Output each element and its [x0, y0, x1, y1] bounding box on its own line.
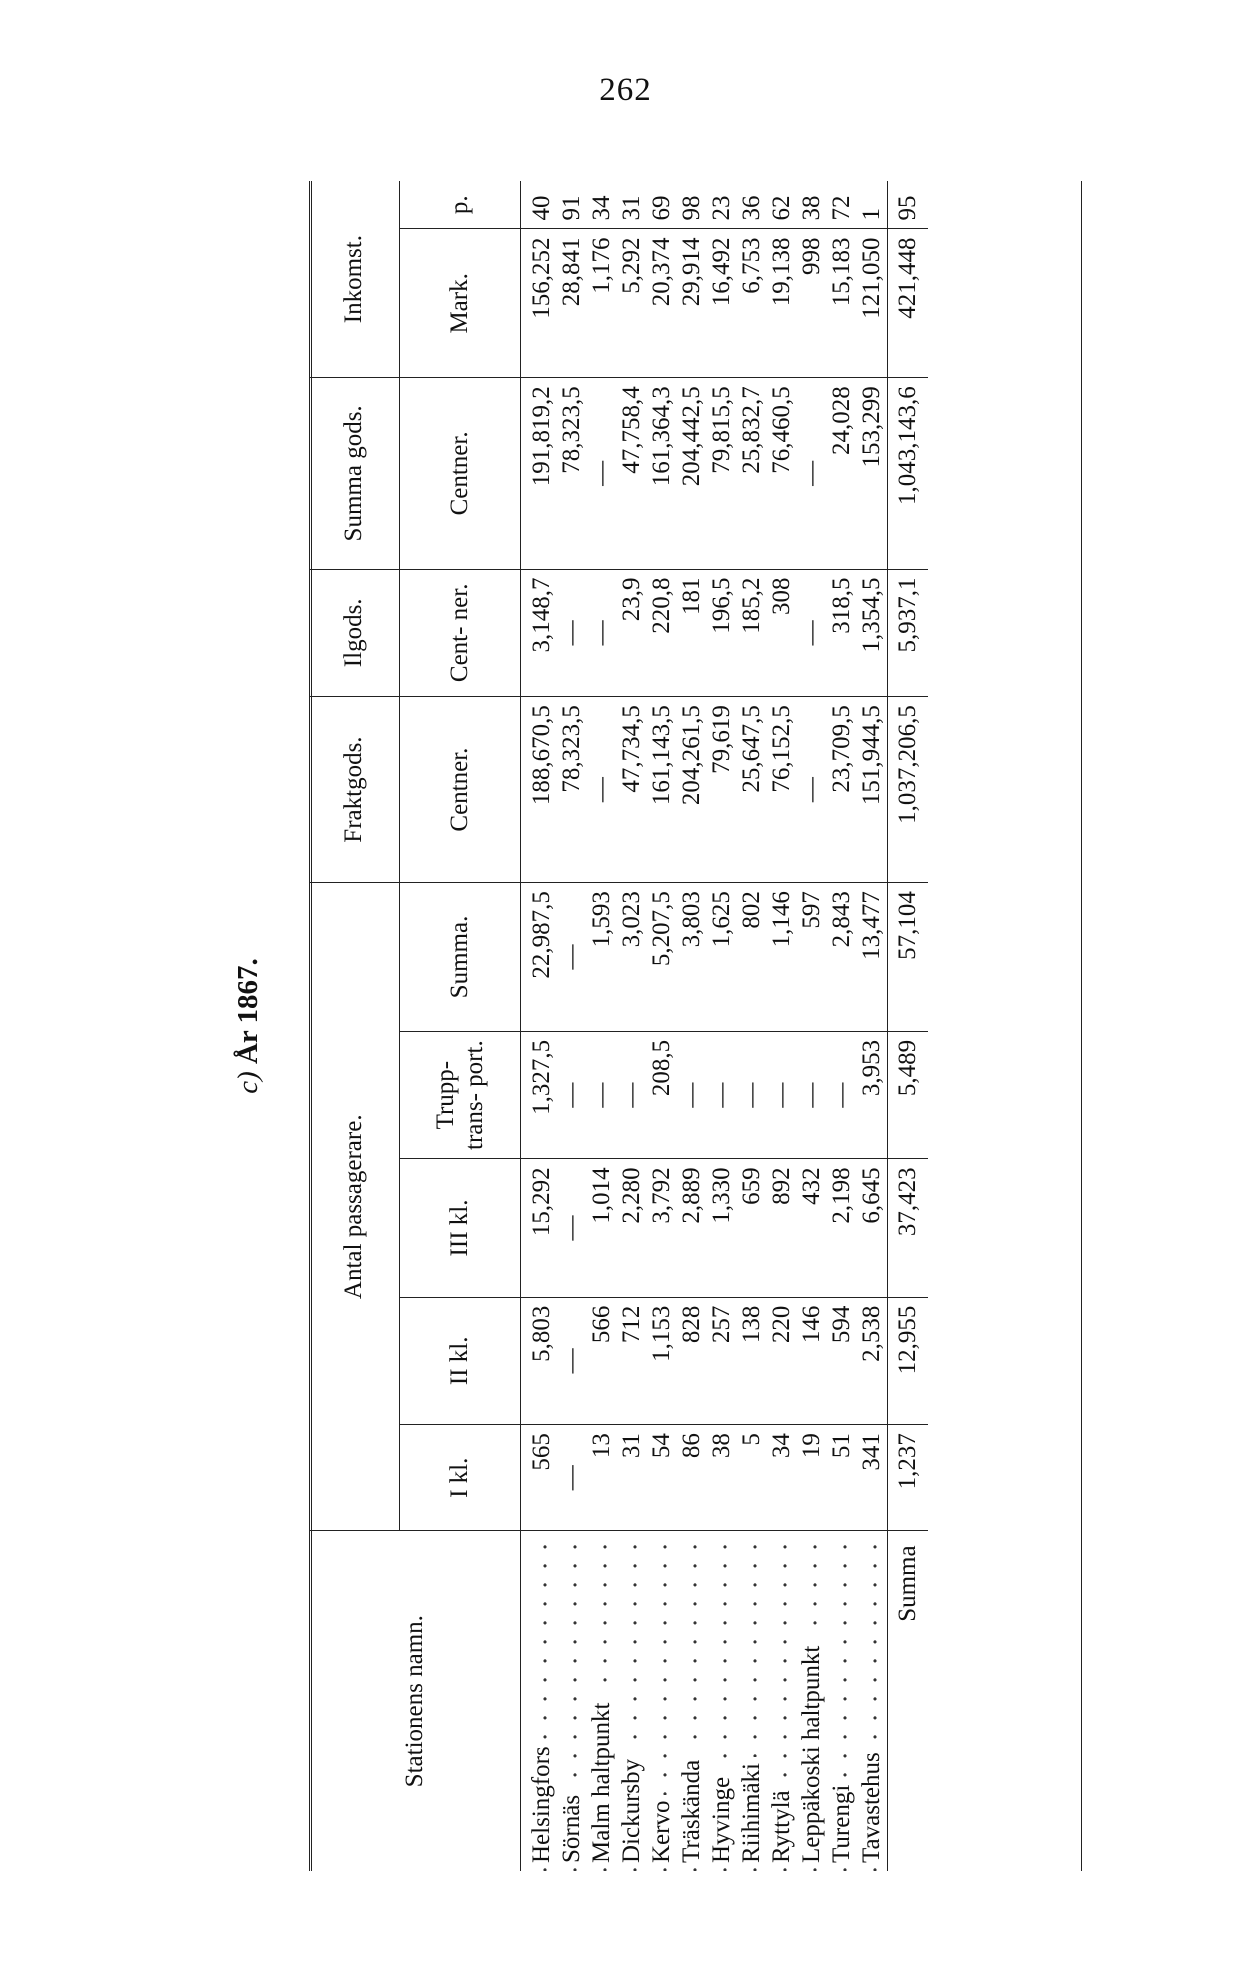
table-row: [827, 181, 857, 1871]
total-label-text: Summa: [894, 1539, 921, 1621]
cell-iii-kl: 37,423: [888, 1159, 929, 1297]
cell-iii-kl: 3,792: [647, 1159, 677, 1297]
table-bottom-rule: [1081, 181, 1082, 1871]
cell-ii-kl: 566: [587, 1297, 617, 1425]
cell-ilgods: 1,354,5: [857, 569, 888, 697]
cell-summa: 802: [737, 883, 767, 1032]
cell-summa: 13,477: [857, 883, 888, 1032]
cell-summa-gods: 204,442,5: [677, 378, 707, 569]
table-caption: [213, 181, 283, 1871]
station-name-text: Träskända: [678, 1754, 705, 1863]
cell-summa: 597: [797, 883, 827, 1032]
table-row: [857, 181, 888, 1871]
table-body: [521, 181, 929, 1871]
cell-ilgods: 196,5: [707, 569, 737, 697]
cell-ii-kl: 2,538: [857, 1297, 888, 1425]
header-mark: Mark.: [400, 229, 521, 378]
header-summa-gods: Summa gods.: [309, 378, 400, 569]
cell-ilgods: 23,9: [617, 569, 647, 697]
cell-iii-kl: 6,645: [857, 1159, 888, 1297]
cell-i-kl: 34: [767, 1425, 797, 1531]
cell-summa-gods: 24,028: [827, 378, 857, 569]
table-row: [707, 181, 737, 1871]
cell-p: 69: [647, 181, 677, 229]
cell-mark: 998: [797, 229, 827, 378]
table-row: [617, 181, 647, 1871]
cell-ilgods: 3,148,7: [521, 569, 558, 697]
cell-i-kl: 1,237: [888, 1425, 929, 1531]
station-name-text: Ryttylä: [768, 1784, 795, 1863]
cell-i-kl: 31: [617, 1425, 647, 1531]
cell-mark: 5,292: [617, 229, 647, 378]
cell-trupp: 3,953: [857, 1031, 888, 1159]
header-ii-kl: II kl.: [400, 1297, 521, 1425]
station-name-text: Sörnäs: [558, 1789, 585, 1863]
header-ilgods: Ilgods.: [309, 569, 400, 697]
cell-ilgods: —: [557, 569, 587, 697]
cell-iii-kl: 2,889: [677, 1159, 707, 1297]
station-name: [737, 1531, 767, 1871]
cell-i-kl: 13: [587, 1425, 617, 1531]
station-name: [617, 1531, 647, 1871]
station-name-text: Dickursby: [618, 1753, 645, 1863]
station-name-text: Tavastehus: [858, 1746, 885, 1863]
cell-summa: 1,593: [587, 883, 617, 1032]
cell-ii-kl: 594: [827, 1297, 857, 1425]
cell-ilgods: 181: [677, 569, 707, 697]
cell-trupp: —: [737, 1031, 767, 1159]
cell-i-kl: 86: [677, 1425, 707, 1531]
page-number: 262: [599, 72, 652, 108]
cell-ii-kl: 257: [707, 1297, 737, 1425]
header-station: Stationens namn.: [309, 1531, 521, 1871]
station-name-text: Kervo: [648, 1795, 675, 1863]
cell-fraktgods: 79,619: [707, 697, 737, 883]
cell-fraktgods: —: [797, 697, 827, 883]
header-passengers: Antal passagerare.: [309, 883, 400, 1531]
header-summa: Summa.: [400, 883, 521, 1032]
table-row: [797, 181, 827, 1871]
cell-summa: 3,803: [677, 883, 707, 1032]
cell-iii-kl: 432: [797, 1159, 827, 1297]
cell-summa: —: [557, 883, 587, 1032]
cell-fraktgods: 78,323,5: [557, 697, 587, 883]
cell-summa-gods: 79,815,5: [707, 378, 737, 569]
cell-p: 23: [707, 181, 737, 229]
cell-mark: 19,138: [767, 229, 797, 378]
cell-mark: 421,448: [888, 229, 929, 378]
station-name: [707, 1531, 737, 1871]
header-centner-frakt: Centner.: [400, 697, 521, 883]
cell-fraktgods: 76,152,5: [767, 697, 797, 883]
cell-ii-kl: 12,955: [888, 1297, 929, 1425]
cell-summa-gods: 25,832,7: [737, 378, 767, 569]
cell-summa: 2,843: [827, 883, 857, 1032]
cell-summa: 5,207,5: [647, 883, 677, 1032]
cell-i-kl: 5: [737, 1425, 767, 1531]
cell-summa: 1,146: [767, 883, 797, 1032]
table-row: [737, 181, 767, 1871]
cell-trupp: —: [557, 1031, 587, 1159]
cell-iii-kl: 892: [767, 1159, 797, 1297]
cell-i-kl: 565: [521, 1425, 558, 1531]
cell-trupp: —: [677, 1031, 707, 1159]
cell-iii-kl: 1,330: [707, 1159, 737, 1297]
cell-summa-gods: 153,299: [857, 378, 888, 569]
cell-trupp: —: [587, 1031, 617, 1159]
cell-ilgods: 5,937,1: [888, 569, 929, 697]
cell-ilgods: 318,5: [827, 569, 857, 697]
cell-i-kl: 54: [647, 1425, 677, 1531]
cell-mark: 1,176: [587, 229, 617, 378]
cell-ii-kl: 828: [677, 1297, 707, 1425]
station-name-text: Leppäkoski haltpunkt: [798, 1640, 825, 1863]
cell-ii-kl: 138: [737, 1297, 767, 1425]
cell-p: 95: [888, 181, 929, 229]
cell-i-kl: 341: [857, 1425, 888, 1531]
table-row: [647, 181, 677, 1871]
cell-mark: 29,914: [677, 229, 707, 378]
cell-mark: 121,050: [857, 229, 888, 378]
station-name-text: Riihimäki: [738, 1757, 765, 1863]
cell-i-kl: 38: [707, 1425, 737, 1531]
cell-p: 36: [737, 181, 767, 229]
cell-ilgods: 185,2: [737, 569, 767, 697]
cell-summa: 22,987,5: [521, 883, 558, 1032]
cell-summa: 57,104: [888, 883, 929, 1032]
cell-p: 62: [767, 181, 797, 229]
cell-p: 31: [617, 181, 647, 229]
cell-fraktgods: 23,709,5: [827, 697, 857, 883]
cell-iii-kl: 1,014: [587, 1159, 617, 1297]
cell-mark: 6,753: [737, 229, 767, 378]
station-name-text: Helsingfors: [528, 1740, 555, 1863]
table-row: [677, 181, 707, 1871]
station-name-text: Hyvinge: [708, 1771, 735, 1863]
cell-summa-gods: 191,819,2: [521, 378, 558, 569]
cell-summa-gods: 47,758,4: [617, 378, 647, 569]
cell-trupp: —: [767, 1031, 797, 1159]
station-name: [827, 1531, 857, 1871]
station-name: [767, 1531, 797, 1871]
cell-trupp: 208,5: [647, 1031, 677, 1159]
cell-p: 1: [857, 181, 888, 229]
table-row: [557, 181, 587, 1871]
cell-ii-kl: 712: [617, 1297, 647, 1425]
cell-p: 34: [587, 181, 617, 229]
cell-iii-kl: 15,292: [521, 1159, 558, 1297]
cell-summa-gods: 78,323,5: [557, 378, 587, 569]
header-iii-kl: III kl.: [400, 1159, 521, 1297]
cell-iii-kl: 659: [737, 1159, 767, 1297]
cell-ii-kl: 1,153: [647, 1297, 677, 1425]
cell-ii-kl: 146: [797, 1297, 827, 1425]
cell-fraktgods: 161,143,5: [647, 697, 677, 883]
cell-trupp: 1,327,5: [521, 1031, 558, 1159]
cell-fraktgods: —: [587, 697, 617, 883]
cell-p: 98: [677, 181, 707, 229]
cell-trupp: —: [707, 1031, 737, 1159]
header-i-kl: I kl.: [400, 1425, 521, 1531]
cell-ilgods: —: [587, 569, 617, 697]
cell-p: 72: [827, 181, 857, 229]
cell-p: 40: [521, 181, 558, 229]
cell-i-kl: —: [557, 1425, 587, 1531]
cell-p: 91: [557, 181, 587, 229]
cell-ii-kl: 220: [767, 1297, 797, 1425]
cell-summa-gods: 1,043,143,6: [888, 378, 929, 569]
cell-iii-kl: —: [557, 1159, 587, 1297]
cell-iii-kl: 2,280: [617, 1159, 647, 1297]
cell-summa-gods: 161,364,3: [647, 378, 677, 569]
cell-trupp: —: [797, 1031, 827, 1159]
cell-mark: 156,252: [521, 229, 558, 378]
cell-mark: 20,374: [647, 229, 677, 378]
header-centner-sum: Centner.: [400, 378, 521, 569]
cell-mark: 28,841: [557, 229, 587, 378]
cell-p: 38: [797, 181, 827, 229]
cell-i-kl: 19: [797, 1425, 827, 1531]
cell-fraktgods: 151,944,5: [857, 697, 888, 883]
cell-trupp: 5,489: [888, 1031, 929, 1159]
cell-ii-kl: —: [557, 1297, 587, 1425]
cell-summa: 3,023: [617, 883, 647, 1032]
cell-summa-gods: —: [587, 378, 617, 569]
table-row: [521, 181, 558, 1871]
header-inkomst: Inkomst.: [309, 181, 400, 378]
rotated-table-block: [213, 181, 1093, 1871]
cell-fraktgods: 188,670,5: [521, 697, 558, 883]
cell-mark: 16,492: [707, 229, 737, 378]
cell-summa-gods: 76,460,5: [767, 378, 797, 569]
cell-fraktgods: 1,037,206,5: [888, 697, 929, 883]
total-label: [888, 1531, 929, 1871]
station-name: [797, 1531, 827, 1871]
statistics-table: [309, 181, 928, 1871]
cell-fraktgods: 25,647,5: [737, 697, 767, 883]
cell-fraktgods: 47,734,5: [617, 697, 647, 883]
station-name: [857, 1531, 888, 1871]
cell-summa-gods: —: [797, 378, 827, 569]
station-name-text: Malm haltpunkt: [588, 1697, 615, 1863]
header-centner-il: Cent- ner.: [400, 569, 521, 697]
cell-ii-kl: 5,803: [521, 1297, 558, 1425]
station-name: [521, 1531, 558, 1871]
cell-mark: 15,183: [827, 229, 857, 378]
cell-summa: 1,625: [707, 883, 737, 1032]
station-name: [677, 1531, 707, 1871]
caption-prefix: c): [232, 1071, 264, 1094]
table-row: [587, 181, 617, 1871]
header-p: p.: [400, 181, 521, 229]
header-trupp: Trupp- trans- port.: [400, 1031, 521, 1159]
cell-fraktgods: 204,261,5: [677, 697, 707, 883]
station-name: [557, 1531, 587, 1871]
cell-ilgods: —: [797, 569, 827, 697]
header-fraktgods: Fraktgods.: [309, 697, 400, 883]
cell-iii-kl: 2,198: [827, 1159, 857, 1297]
table-row: [767, 181, 797, 1871]
station-name: [647, 1531, 677, 1871]
cell-trupp: —: [617, 1031, 647, 1159]
station-name-text: Turengi: [828, 1779, 855, 1863]
station-name: [587, 1531, 617, 1871]
cell-trupp: —: [827, 1031, 857, 1159]
total-row: [888, 181, 929, 1871]
cell-ilgods: 220,8: [647, 569, 677, 697]
cell-i-kl: 51: [827, 1425, 857, 1531]
caption-title: År 1867.: [232, 958, 264, 1065]
cell-ilgods: 308: [767, 569, 797, 697]
